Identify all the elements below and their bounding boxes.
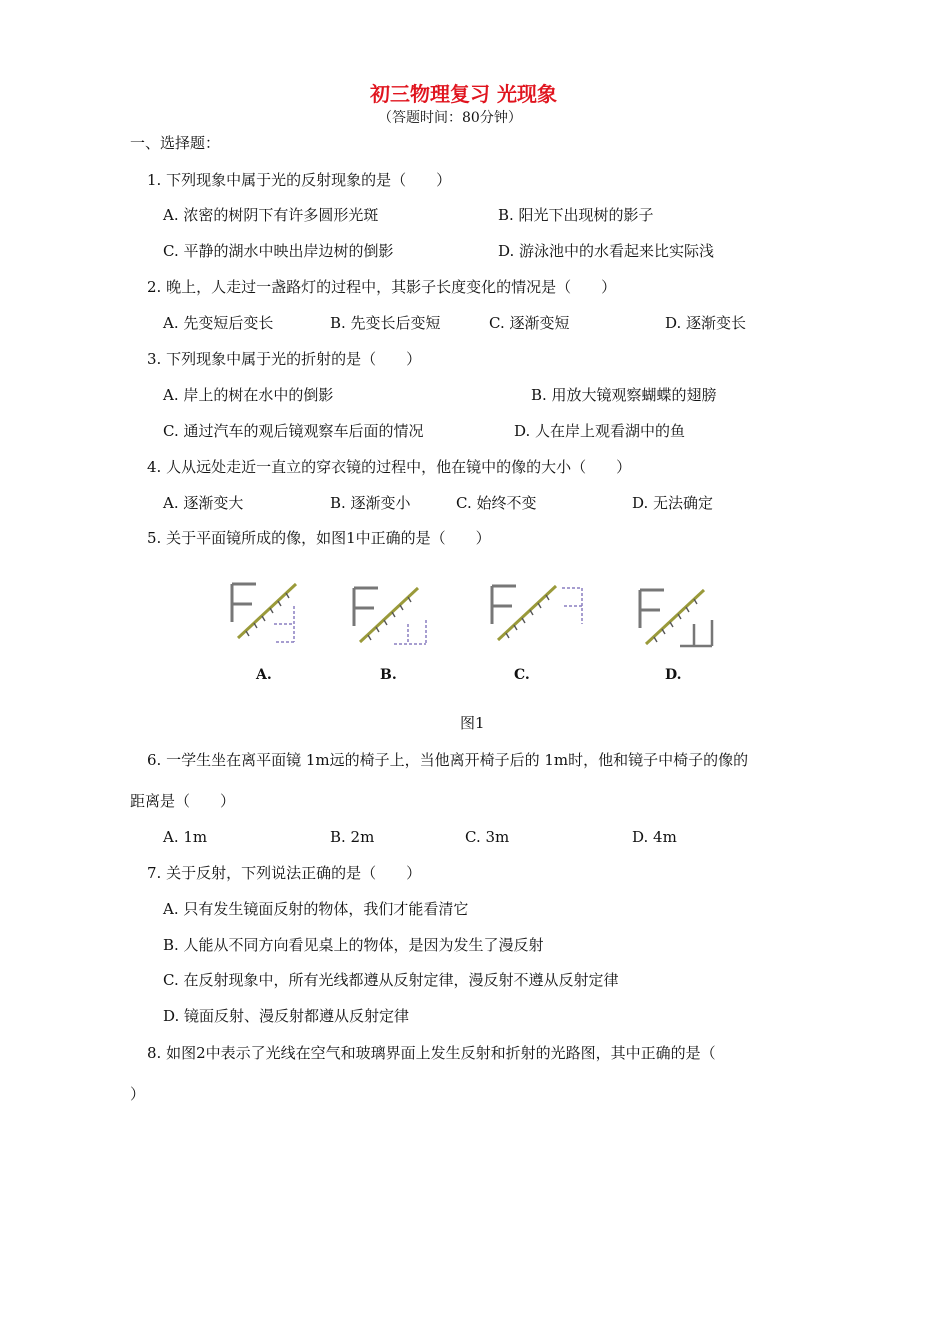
question-3-stem: 3. 下列现象中属于光的折射的是（ ） [147,350,422,368]
question-2-option-a: A. 先变短后变长 [163,314,274,332]
question-2-option-c: C. 逐渐变短 [489,314,570,332]
question-8-stem-line-1: 8. 如图2中表示了光线在空气和玻璃界面上发生反射和折射的光路图，其中正确的是（ [147,1044,716,1062]
question-4-option-c: C. 始终不变 [456,494,537,512]
page-subtitle: （答题时间：80分钟） [378,110,522,126]
figure-1-diagram-d [634,584,716,650]
question-1-option-c: C. 平静的湖水中映出岸边树的倒影 [163,242,394,260]
question-7-option-d: D. 镜面反射、漫反射都遵从反射定律 [163,1007,410,1025]
question-4-stem: 4. 人从远处走近一直立的穿衣镜的过程中，他在镜中的像的大小（ ） [147,458,632,476]
mirror-line [360,588,418,642]
figure-1-caption: 图1 [460,714,485,732]
question-6-stem-line-2: 距离是（ ） [130,792,236,810]
page-title: 初三物理复习 光现象 [370,82,557,106]
image-dashed-shape [562,588,582,624]
question-7-stem: 7. 关于反射，下列说法正确的是（ ） [147,864,422,882]
question-2-option-b: B. 先变长后变短 [330,314,441,332]
question-3-option-d: D. 人在岸上观看湖中的鱼 [514,422,686,440]
object-f-shape [354,588,378,626]
question-2-option-d: D. 逐渐变长 [665,314,747,332]
question-6-stem-line-1: 6. 一学生坐在离平面镜 1m远的椅子上，当他离开椅子后的 1m时，他和镜子中椅子的像的 [147,751,749,769]
section-heading: 一、选择题： [130,134,221,152]
figure-1-label-d: D. [665,667,682,683]
question-8-stem-line-2: ） [130,1085,146,1103]
figure-1-label-a: A. [256,667,272,683]
question-2-stem: 2. 晚上，人走过一盏路灯的过程中，其影子长度变化的情况是（ ） [147,278,617,296]
question-6-option-d: D. 4m [632,828,677,846]
question-4-option-d: D. 无法确定 [632,494,714,512]
question-1-option-d: D. 游泳池中的水看起来比实际浅 [498,242,715,260]
question-7-option-a: A. 只有发生镜面反射的物体，我们才能看清它 [163,900,469,918]
question-6-option-c: C. 3m [465,828,510,846]
question-1-option-a: A. 浓密的树阴下有许多圆形光斑 [163,206,379,224]
question-4-option-b: B. 逐渐变小 [330,494,411,512]
question-3-option-a: A. 岸上的树在水中的倒影 [163,386,334,404]
figure-1-diagram-a [226,578,306,644]
image-dashed-shape [394,620,426,644]
question-3-option-c: C. 通过汽车的观后镜观察车后面的情况 [163,422,424,440]
question-5-stem: 5. 关于平面镜所成的像，如图1中正确的是（ ） [147,529,491,547]
question-7-option-c: C. 在反射现象中，所有光线都遵从反射定律，漫反射不遵从反射定律 [163,971,619,989]
mirror-line [646,590,704,644]
figure-1-label-b: B. [380,667,397,683]
question-1-option-b: B. 阳光下出现树的影子 [498,206,654,224]
question-7-option-b: B. 人能从不同方向看见桌上的物体，是因为发生了漫反射 [163,936,544,954]
figure-1-diagram-b [348,582,430,648]
object-f-shape [640,590,664,628]
object-f-shape [492,586,516,624]
mirror-line [238,584,296,638]
object-f-shape [232,584,256,622]
mirror-line [498,586,556,640]
question-6-option-a: A. 1m [163,828,208,846]
figure-1-diagram-c [486,580,588,646]
question-1-stem: 1. 下列现象中属于光的反射现象的是（ ） [147,171,452,189]
image-dashed-shape [274,606,294,642]
question-4-option-a: A. 逐渐变大 [163,494,244,512]
question-6-option-b: B. 2m [330,828,375,846]
question-3-option-b: B. 用放大镜观察蝴蝶的翅膀 [531,386,717,404]
image-solid-shape [680,620,712,646]
figure-1-label-c: C. [514,667,530,683]
